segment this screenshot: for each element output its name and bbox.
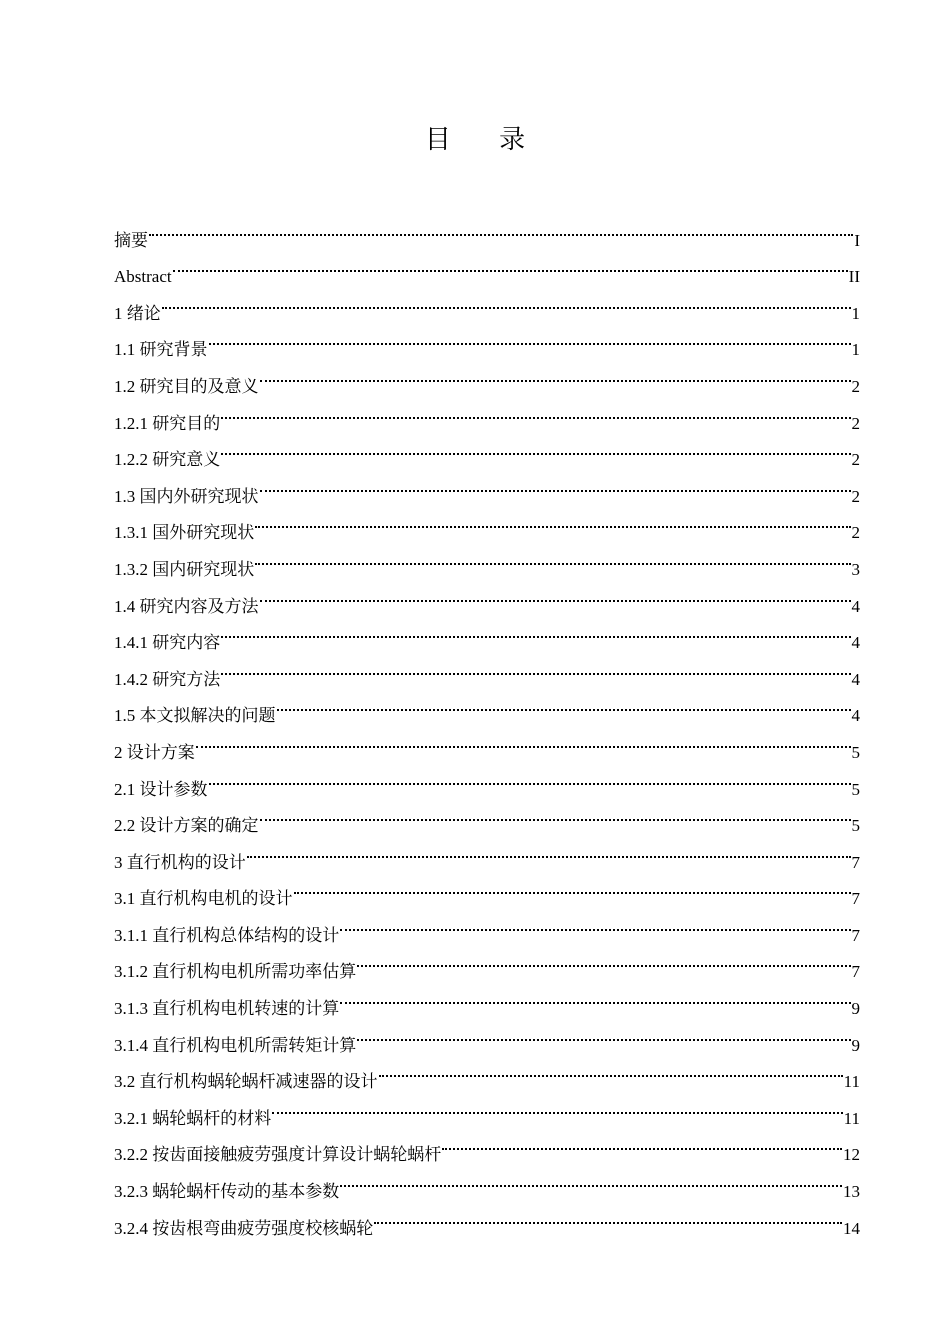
toc-entry[interactable]: [114, 795, 860, 836]
toc-entry-page-number: 4: [851, 706, 860, 726]
toc-entry-label: 1.3.2 国内研究现状: [114, 559, 255, 579]
dot-leader: [220, 648, 851, 685]
toc-entry-page-number: 11: [843, 1108, 860, 1128]
toc-entry-page-number: 14: [843, 1218, 860, 1238]
toc-entry-page-number: 12: [843, 1145, 860, 1165]
toc-entry[interactable]: [114, 685, 860, 726]
toc-entry-label: 3.1.1 直行机构总体结构的设计: [114, 925, 340, 945]
dot-leader: [276, 685, 852, 722]
dot-leader: [259, 795, 852, 832]
dot-leader: [373, 1197, 843, 1234]
toc-entry-page-number: 3: [851, 559, 860, 579]
dot-leader: [220, 392, 851, 429]
dot-leader: [246, 831, 852, 868]
toc-entry-page-number: 5: [851, 779, 860, 799]
toc-entry-page-number: 4: [851, 633, 860, 653]
toc-entry[interactable]: [114, 282, 860, 323]
toc-entry[interactable]: [114, 319, 860, 360]
dot-leader: [293, 868, 852, 905]
toc-entry-page-number: 5: [851, 816, 860, 836]
dot-leader: [378, 1051, 844, 1088]
toc-entry-page-number: 7: [851, 925, 860, 945]
dot-leader: [259, 465, 852, 502]
dot-leader: [339, 1160, 843, 1197]
toc-entry-label: 3.1.3 直行机构电机转速的计算: [114, 999, 340, 1019]
toc-entry[interactable]: [114, 209, 860, 250]
dot-leader: [254, 538, 851, 575]
toc-entry-label: 2.1 设计参数: [114, 779, 208, 799]
toc-entry-label: 1.2 研究目的及意义: [114, 376, 259, 396]
toc-entry-label: 1.4.1 研究内容: [114, 633, 221, 653]
toc-entry[interactable]: [114, 246, 860, 287]
dot-leader: [148, 209, 854, 246]
toc-entry[interactable]: [114, 721, 860, 762]
toc-entry[interactable]: [114, 648, 860, 689]
dot-leader: [259, 575, 852, 612]
toc-entry-page-number: 1: [851, 340, 860, 360]
toc-entry-label: 1.4.2 研究方法: [114, 669, 221, 689]
toc-entry-label: 3.2.4 按齿根弯曲疲劳强度校核蜗轮: [114, 1218, 374, 1238]
page-title: 目 录: [424, 125, 546, 155]
toc-entry-label: 1.3 国内外研究现状: [114, 486, 259, 506]
toc-entry-page-number: 4: [851, 669, 860, 689]
dot-leader: [339, 977, 851, 1014]
dot-leader: [271, 1087, 843, 1124]
toc-entry-page-number: 5: [851, 742, 860, 762]
dot-leader: [356, 1014, 851, 1051]
toc-entry-page-number: 9: [851, 999, 860, 1019]
toc-entry[interactable]: [114, 758, 860, 799]
toc-entry[interactable]: [114, 392, 860, 433]
dot-leader: [259, 355, 852, 392]
toc-entry[interactable]: [114, 429, 860, 470]
dot-leader: [254, 502, 851, 539]
toc-entry-label: 3.2 直行机构蜗轮蜗杆减速器的设计: [114, 1072, 378, 1092]
toc-entry-label: 1.4 研究内容及方法: [114, 596, 259, 616]
toc-entry-page-number: 1: [851, 303, 860, 323]
toc-entry-label: 1.3.1 国外研究现状: [114, 523, 255, 543]
toc-entry-page-number: I: [854, 230, 860, 250]
toc-entry-label: 1.2.2 研究意义: [114, 450, 221, 470]
toc-entry-page-number: 2: [851, 413, 860, 433]
toc-entry-label: Abstract: [114, 267, 172, 287]
toc-entry-page-number: 13: [843, 1182, 860, 1202]
toc-entry-page-number: 2: [851, 486, 860, 506]
toc-entry-label: 3.1.4 直行机构电机所需转矩计算: [114, 1035, 357, 1055]
toc-entry-label: 3.1 直行机构电机的设计: [114, 889, 293, 909]
toc-entry-label: 摘要: [114, 230, 148, 250]
toc-entry-page-number: 2: [851, 523, 860, 543]
toc-entry-page-number: 2: [851, 376, 860, 396]
toc-entry-label: 3.2.1 蜗轮蜗杆的材料: [114, 1108, 272, 1128]
dot-leader: [195, 721, 852, 758]
toc-entry-page-number: 9: [851, 1035, 860, 1055]
dot-leader: [339, 904, 851, 941]
toc-entry-page-number: 7: [851, 852, 860, 872]
toc-entry-page-number: 7: [851, 962, 860, 982]
toc-entry-label: 1 绪论: [114, 303, 161, 323]
toc-entry[interactable]: [114, 465, 860, 506]
toc-entry-label: 3.2.2 按齿面接触疲劳强度计算设计蜗轮蜗杆: [114, 1145, 442, 1165]
dot-leader: [441, 1124, 843, 1161]
table-of-contents: [114, 209, 860, 1238]
dot-leader: [220, 612, 851, 649]
toc-entry-label: 1.2.1 研究目的: [114, 413, 221, 433]
toc-entry-label: 3.1.2 直行机构电机所需功率估算: [114, 962, 357, 982]
dot-leader: [161, 282, 852, 319]
toc-entry-label: 2 设计方案: [114, 742, 195, 762]
toc-entry-label: 3.2.3 蜗轮蜗杆传动的基本参数: [114, 1182, 340, 1202]
toc-entry-label: 2.2 设计方案的确定: [114, 816, 259, 836]
dot-leader: [356, 941, 851, 978]
toc-entry-page-number: 2: [851, 450, 860, 470]
toc-entry-label: 3 直行机构的设计: [114, 852, 246, 872]
toc-entry-page-number: 7: [851, 889, 860, 909]
dot-leader: [208, 319, 852, 356]
toc-entry-label: 1.1 研究背景: [114, 340, 208, 360]
toc-entry[interactable]: [114, 612, 860, 653]
dot-leader: [172, 246, 849, 283]
dot-leader: [208, 758, 852, 795]
toc-entry-page-number: 11: [843, 1072, 860, 1092]
dot-leader: [220, 429, 851, 466]
toc-entry-label: 1.5 本文拟解决的问题: [114, 706, 276, 726]
toc-entry-page-number: II: [848, 267, 860, 287]
toc-entry[interactable]: [114, 355, 860, 396]
toc-entry-page-number: 4: [851, 596, 860, 616]
